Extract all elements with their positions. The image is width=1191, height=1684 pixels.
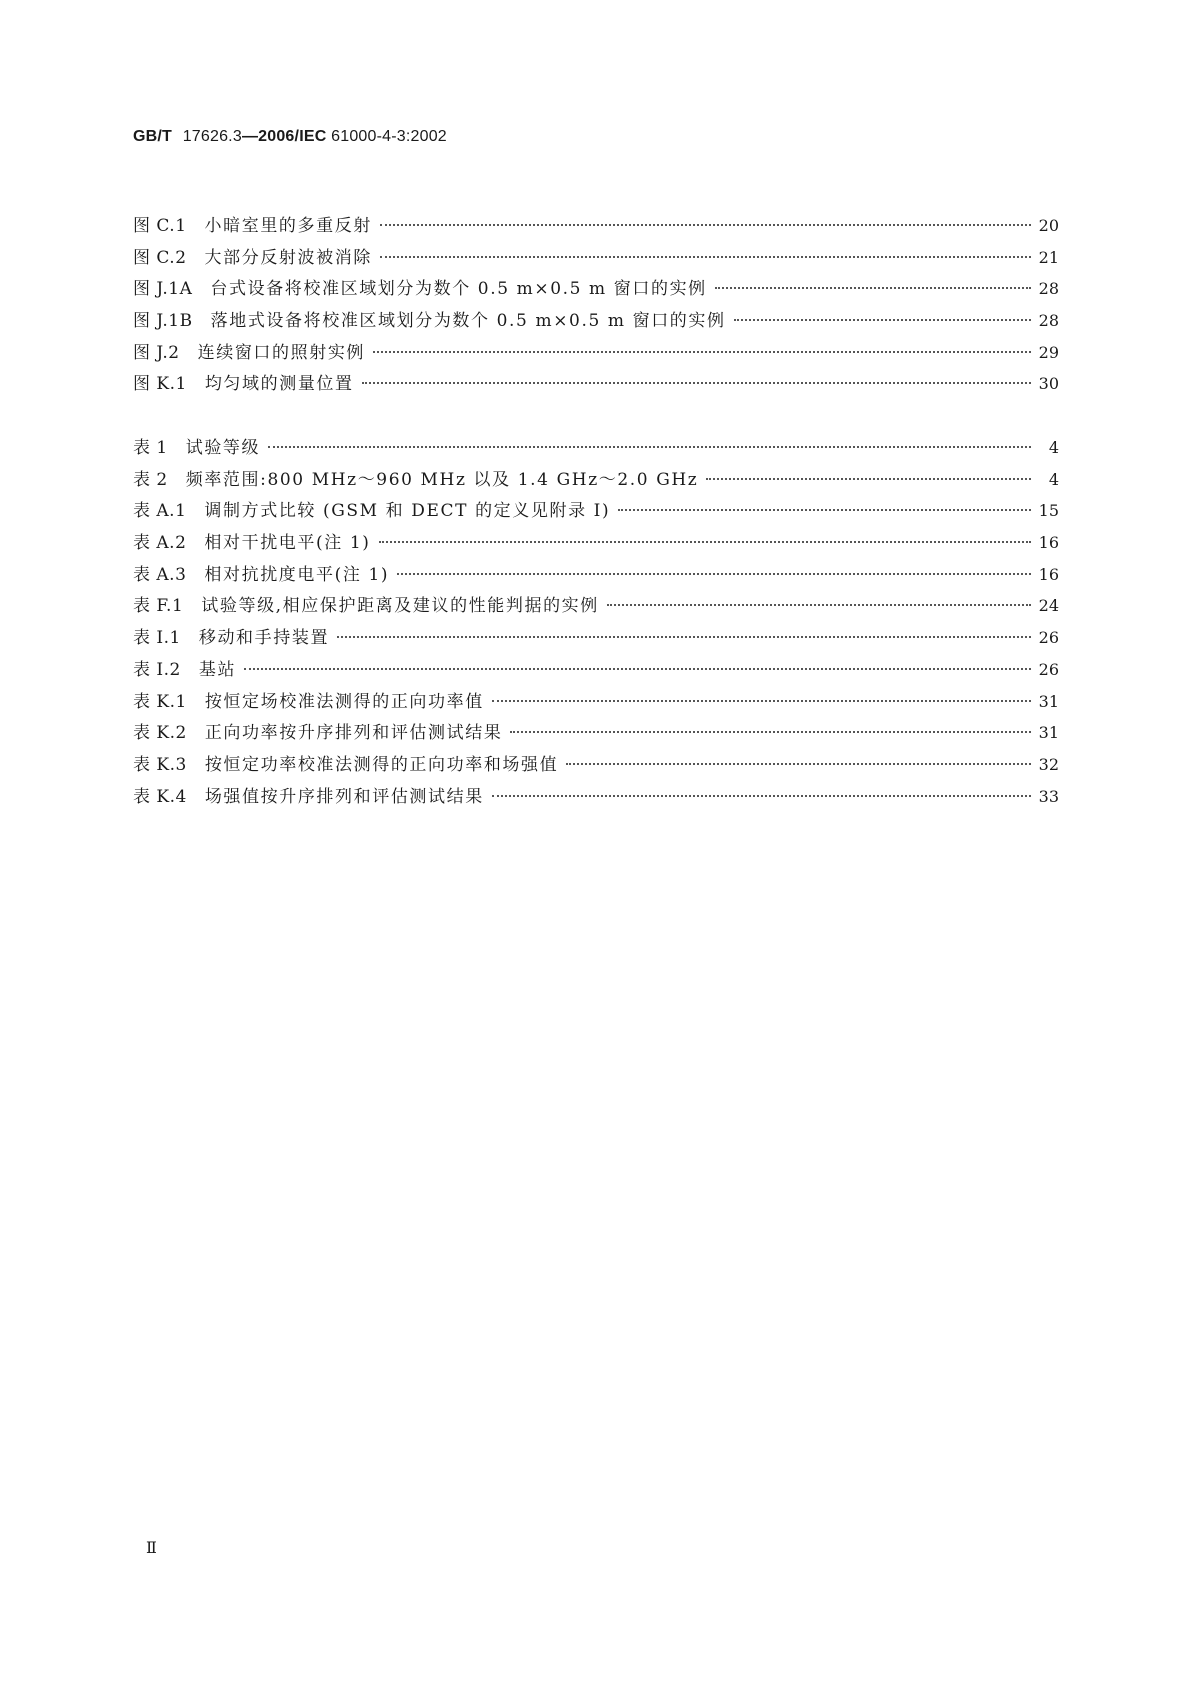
toc-entry-table[interactable] bbox=[133, 750, 1059, 782]
entry-page: 33 bbox=[1038, 786, 1059, 806]
entry-number: 表 I.2 bbox=[133, 659, 181, 680]
entry-title: 调制方式比较 (GSM 和 DECT 的定义见附录 I) bbox=[204, 501, 611, 522]
entry-page: 16 bbox=[1038, 564, 1059, 584]
entry-title: 大部分反射波被消除 bbox=[204, 247, 372, 268]
leader-dots bbox=[379, 541, 1032, 543]
leader-dots bbox=[510, 731, 1031, 733]
entry-title: 小暗室里的多重反射 bbox=[204, 216, 372, 236]
entry-page: 31 bbox=[1038, 723, 1059, 743]
leader-dots bbox=[362, 382, 1031, 384]
toc-entry-table[interactable] bbox=[133, 591, 1059, 623]
entry-number: 图 K.1 bbox=[133, 374, 187, 395]
entry-page: 28 bbox=[1038, 311, 1059, 331]
entry-title: 相对干扰电平(注 1) bbox=[204, 533, 371, 554]
entry-title: 台式设备将校准区域划分为数个 0.5 m×0.5 m 窗口的实例 bbox=[210, 279, 707, 300]
toc-entry-table[interactable] bbox=[133, 782, 1059, 814]
entry-title: 按恒定功率校准法测得的正向功率和场强值 bbox=[204, 754, 559, 775]
entry-page: 21 bbox=[1038, 247, 1059, 267]
entry-page: 4 bbox=[1048, 438, 1059, 457]
document-header bbox=[133, 128, 447, 146]
figure-list bbox=[133, 211, 1059, 401]
toc-entry-table[interactable] bbox=[133, 623, 1059, 655]
iec-prefix: IEC bbox=[299, 128, 327, 145]
page-number: Ⅱ bbox=[146, 1538, 157, 1557]
toc-entry-figure[interactable] bbox=[133, 274, 1059, 306]
entry-page: 31 bbox=[1038, 691, 1059, 711]
entry-page: 24 bbox=[1038, 596, 1059, 616]
leader-dots bbox=[492, 700, 1031, 702]
leader-dots bbox=[734, 319, 1031, 321]
entry-number: 表 A.3 bbox=[133, 564, 187, 585]
entry-number: 图 J.1B bbox=[133, 311, 193, 332]
toc-entry-figure[interactable] bbox=[133, 369, 1059, 401]
standard-number: 17626.3 bbox=[182, 128, 242, 145]
entry-page: 20 bbox=[1038, 216, 1059, 235]
toc-entry-figure[interactable] bbox=[133, 338, 1059, 370]
entry-page: 30 bbox=[1038, 374, 1059, 394]
entry-title: 频率范围:800 MHz～960 MHz 以及 1.4 GHz～2.0 GHz bbox=[185, 469, 699, 490]
entry-page: 29 bbox=[1038, 342, 1059, 362]
leader-dots bbox=[607, 604, 1031, 606]
entry-page: 26 bbox=[1038, 628, 1059, 648]
toc-entry-table[interactable] bbox=[133, 496, 1059, 528]
toc-entry-table[interactable] bbox=[133, 433, 1059, 465]
leader-dots bbox=[380, 224, 1031, 226]
entry-title: 基站 bbox=[198, 659, 237, 680]
entry-title: 相对抗扰度电平(注 1) bbox=[204, 564, 390, 585]
entry-title: 场强值按升序排列和评估测试结果 bbox=[204, 786, 484, 807]
leader-dots bbox=[380, 256, 1031, 258]
entry-number: 表 2 bbox=[133, 469, 168, 490]
leader-dots bbox=[566, 763, 1031, 765]
entry-page: 32 bbox=[1038, 754, 1059, 774]
entry-number: 表 A.1 bbox=[133, 501, 187, 522]
entry-number: 表 K.1 bbox=[133, 691, 187, 712]
leader-dots bbox=[715, 287, 1031, 289]
toc-entry-table[interactable] bbox=[133, 687, 1059, 719]
leader-dots bbox=[268, 446, 1031, 448]
entry-title: 按恒定场校准法测得的正向功率值 bbox=[204, 691, 484, 712]
entry-number: 表 A.2 bbox=[133, 533, 187, 554]
entry-title: 均匀域的测量位置 bbox=[204, 374, 354, 395]
standard-year-separator: —2006/ bbox=[241, 128, 300, 145]
entry-page: 4 bbox=[1048, 469, 1059, 489]
entry-title: 试验等级,相应保护距离及建议的性能判据的实例 bbox=[201, 596, 599, 617]
entry-number: 图 J.2 bbox=[133, 342, 180, 363]
leader-dots bbox=[706, 478, 1031, 480]
entry-number: 表 K.2 bbox=[133, 723, 187, 744]
leader-dots bbox=[337, 636, 1031, 638]
entry-title: 试验等级 bbox=[185, 438, 261, 458]
entry-title: 移动和手持装置 bbox=[198, 628, 330, 649]
iec-number: 61000-4-3:2002 bbox=[331, 128, 447, 145]
entry-title: 连续窗口的照射实例 bbox=[197, 342, 366, 363]
leader-dots bbox=[492, 795, 1031, 797]
toc-entry-table[interactable] bbox=[133, 718, 1059, 750]
toc-entry-table[interactable] bbox=[133, 465, 1059, 497]
entry-title: 正向功率按升序排列和评估测试结果 bbox=[204, 723, 503, 744]
toc-entry-table[interactable] bbox=[133, 560, 1059, 592]
entry-number: 图 J.1A bbox=[133, 279, 193, 300]
entry-number: 表 F.1 bbox=[133, 596, 184, 617]
entry-title: 落地式设备将校准区域划分为数个 0.5 m×0.5 m 窗口的实例 bbox=[210, 311, 726, 332]
leader-dots bbox=[397, 573, 1031, 575]
leader-dots bbox=[373, 351, 1031, 353]
entry-number: 表 1 bbox=[133, 438, 168, 458]
leader-dots bbox=[244, 668, 1031, 670]
entry-number: 表 K.3 bbox=[133, 754, 187, 775]
entry-page: 16 bbox=[1038, 533, 1059, 553]
entry-page: 26 bbox=[1038, 659, 1059, 679]
entry-number: 图 C.2 bbox=[133, 247, 187, 268]
toc-entry-table[interactable] bbox=[133, 655, 1059, 687]
toc-entry-figure[interactable] bbox=[133, 243, 1059, 275]
entry-number: 表 K.4 bbox=[133, 786, 187, 807]
entry-page: 28 bbox=[1038, 279, 1059, 299]
toc-entry-figure[interactable] bbox=[133, 306, 1059, 338]
leader-dots bbox=[618, 509, 1031, 511]
entry-number: 表 I.1 bbox=[133, 628, 181, 649]
toc-entry-table[interactable] bbox=[133, 528, 1059, 560]
table-list bbox=[133, 433, 1059, 813]
entry-page: 15 bbox=[1038, 501, 1059, 521]
toc-entry-figure[interactable] bbox=[133, 211, 1059, 243]
entry-number: 图 C.1 bbox=[133, 216, 187, 236]
standard-prefix: GB/T bbox=[133, 128, 173, 145]
